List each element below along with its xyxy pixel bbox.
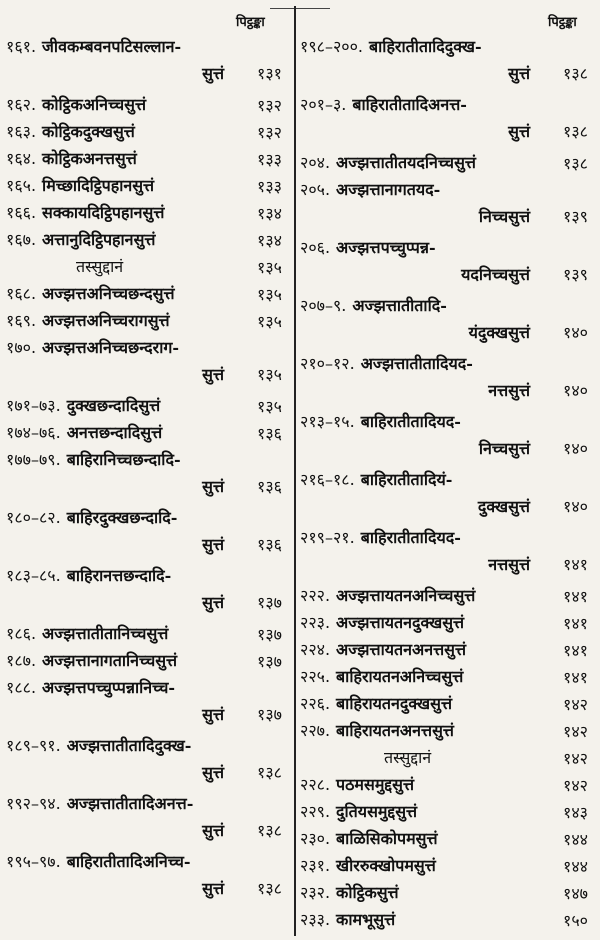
entry-title: कोट्ठिकअनिच्चसुत्तं xyxy=(42,95,147,114)
toc-entry-line xyxy=(6,673,288,701)
toc-entry xyxy=(6,333,288,389)
entry-title-continuation: सुत्तं xyxy=(202,365,224,384)
entry-number: २२९. xyxy=(300,802,331,821)
entry-page-number: १३५ xyxy=(257,258,282,277)
entry-title-continuation: सुत्तं xyxy=(508,64,530,83)
entry-number: १७७–७९. xyxy=(6,450,61,469)
entry-title: बाहिरातीतादिअनिच्च- xyxy=(66,852,191,871)
entry-title: अज्झत्तातीतानिच्चसुत्तं xyxy=(42,624,169,643)
toc-entry-line xyxy=(6,391,288,419)
toc-entry xyxy=(300,743,594,773)
entry-title: पठमसमुद्दसुत्तं xyxy=(336,775,414,794)
entry-page-number: १४४ xyxy=(563,857,588,876)
entry-page-number: १४७ xyxy=(563,884,588,903)
entry-title: अज्झत्तायतनदुक्खसुत्तं xyxy=(336,613,465,632)
entry-page-number: १४२ xyxy=(563,749,588,768)
entry-page-number: १३७ xyxy=(257,593,282,612)
entry-page-number: १३८ xyxy=(257,821,282,840)
toc-entry xyxy=(300,851,594,881)
entry-title: कोट्ठिकदुक्खसुत्तं xyxy=(42,122,135,141)
toc-entry xyxy=(6,646,288,676)
entry-number: २३३. xyxy=(300,910,331,929)
entry-title-continuation: सुत्तं xyxy=(202,705,224,724)
entry-page-number: १३८ xyxy=(563,122,588,141)
entry-title: बाहिरायतनदुक्खसुत्तं xyxy=(336,694,453,713)
entry-page-number: १३६ xyxy=(257,424,282,443)
toc-entry xyxy=(6,198,288,228)
toc-entry-line xyxy=(300,824,594,852)
entry-page-number: १३७ xyxy=(257,625,282,644)
toc-entry xyxy=(6,619,288,649)
entry-title-continuation: निच्चसुत्तं xyxy=(478,207,530,226)
entry-number: २०१–३. xyxy=(300,95,347,114)
entry-number: १७१–७३. xyxy=(6,396,61,415)
entry-page-number: १४१ xyxy=(563,614,588,633)
entry-page-number: १३७ xyxy=(257,652,282,671)
entry-page-number: १३५ xyxy=(257,312,282,331)
toc-entry-line xyxy=(6,789,288,817)
toc-entry xyxy=(300,635,594,665)
entry-number: २२२. xyxy=(300,586,331,605)
toc-entry-line xyxy=(6,144,288,172)
toc-entry-line xyxy=(6,731,288,759)
entry-number: १७४–७६. xyxy=(6,423,61,442)
entry-number: २१६–१८. xyxy=(300,470,355,489)
toc-entry-line xyxy=(300,716,594,744)
toc-entry xyxy=(6,225,288,255)
toc-entry-line xyxy=(300,797,594,825)
toc-entry-line xyxy=(6,503,288,531)
toc-entry xyxy=(6,171,288,201)
entry-number: १६१. xyxy=(6,37,37,56)
entry-number: २१३–१५. xyxy=(300,412,355,431)
toc-entry xyxy=(300,716,594,746)
entry-title: बाहिरातीतादियद- xyxy=(360,528,461,547)
toc-entry xyxy=(6,673,288,729)
toc-entry xyxy=(300,32,594,88)
entry-page-number: १३३ xyxy=(257,150,282,169)
toc-entry xyxy=(6,561,288,617)
entry-title: कामभूसुत्तं xyxy=(336,910,396,929)
entry-page-number: १३८ xyxy=(563,64,588,83)
toc-entry-line xyxy=(300,291,594,319)
entry-title-continuation: सुत्तं xyxy=(202,879,224,898)
entry-page-number: १३८ xyxy=(257,879,282,898)
entry-title: अज्झत्तातीतादिदुक्ख- xyxy=(66,736,192,755)
toc-entry xyxy=(300,581,594,611)
entry-title-continuation: सुत्तं xyxy=(202,593,224,612)
toc-entry xyxy=(6,445,288,501)
entry-title: अज्झत्तपच्चुप्पन्नानिच्च- xyxy=(42,678,175,697)
toc-entry-line xyxy=(6,279,288,307)
entry-title: अज्झत्तातीतादिअनत्त- xyxy=(66,794,194,813)
entry-number: १७०. xyxy=(6,338,37,357)
toc-entry-line xyxy=(6,252,288,280)
toc-entry xyxy=(300,175,594,231)
entry-page-number: १३८ xyxy=(563,154,588,173)
entry-number: २०५. xyxy=(300,180,331,199)
entry-page-number: १३५ xyxy=(257,285,282,304)
toc-entry-line xyxy=(6,225,288,253)
entry-number: २१९–२१. xyxy=(300,528,355,547)
entry-number: १८६. xyxy=(6,624,37,643)
entry-page-number: १५० xyxy=(563,911,588,930)
entry-number: २३१. xyxy=(300,856,331,875)
toc-entry-line xyxy=(300,743,594,771)
entry-title-continuation: नत्तसुत्तं xyxy=(488,555,530,574)
entry-page-number: १४० xyxy=(563,323,588,342)
entry-title-continuation: सुत्तं xyxy=(508,122,530,141)
entry-page-number: १४० xyxy=(563,439,588,458)
entry-number: १८८. xyxy=(6,678,37,697)
toc-entry xyxy=(6,90,288,120)
entry-title-continuation: दुक्खसुत्तं xyxy=(477,497,530,516)
toc-entry xyxy=(6,117,288,147)
entry-number: १६७. xyxy=(6,230,37,249)
entry-page-number: १३९ xyxy=(563,207,588,226)
toc-entry-line xyxy=(300,407,594,435)
entry-title: कोट्ठिकअनत्तसुत्तं xyxy=(42,149,137,168)
entry-number: १६२. xyxy=(6,95,37,114)
toc-entry xyxy=(6,418,288,448)
toc-entry xyxy=(300,878,594,908)
entry-number: १९५–९७. xyxy=(6,852,61,871)
entry-number: २२५. xyxy=(300,667,331,686)
toc-entry-line xyxy=(300,148,594,176)
entry-number: १६६. xyxy=(6,203,37,222)
toc-entry-line xyxy=(300,175,594,203)
toc-entry xyxy=(6,503,288,559)
toc-entry-line xyxy=(300,233,594,261)
entry-title: बाहिरातीतादिदुक्ख- xyxy=(369,37,482,56)
toc-entry-line xyxy=(300,465,594,493)
top-rule xyxy=(270,0,330,9)
entry-title: दुतियसमुद्दसुत्तं xyxy=(336,802,418,821)
toc-entry xyxy=(300,770,594,800)
entry-title: अज्झत्तअनिच्चछन्दसुत्तं xyxy=(42,284,175,303)
entry-title: अज्झत्तपच्चुप्पन्न- xyxy=(336,238,436,257)
toc-entry-line xyxy=(6,198,288,226)
entry-title: बाहिरातीतादियद- xyxy=(360,412,461,431)
toc-entry-line xyxy=(6,619,288,647)
toc-entry xyxy=(6,789,288,845)
entry-number: १६८. xyxy=(6,284,37,303)
entry-page-number: १४० xyxy=(563,497,588,516)
entry-title-continuation: सुत्तं xyxy=(202,477,224,496)
toc-entry xyxy=(6,847,288,903)
toc-entry-line xyxy=(6,333,288,361)
entry-page-number: १४१ xyxy=(563,587,588,606)
entry-page-number: १३५ xyxy=(257,397,282,416)
entry-number: १९८–२००. xyxy=(300,37,364,56)
entry-title: बाहिरदुक्खछन्दादि- xyxy=(66,508,178,527)
entry-number: २२७. xyxy=(300,721,331,740)
entry-title: मिच्छादिट्ठिपहानसुत्तं xyxy=(42,176,155,195)
entry-title: अज्झत्तातीतादि- xyxy=(352,296,447,315)
toc-entry-line xyxy=(300,523,594,551)
entry-title-continuation: सुत्तं xyxy=(202,821,224,840)
entry-number: १६४. xyxy=(6,149,37,168)
toc-entry-line xyxy=(300,608,594,636)
entry-page-number: १३९ xyxy=(563,265,588,284)
entry-page-number: १३७ xyxy=(257,705,282,724)
toc-entry xyxy=(300,905,594,935)
entry-page-number: १४२ xyxy=(563,695,588,714)
entry-title: अत्तानुदिट्ठिपहानसुत्तं xyxy=(42,230,156,249)
entry-page-number: १४२ xyxy=(563,722,588,741)
toc-entry xyxy=(300,349,594,405)
toc-entry-line xyxy=(300,581,594,609)
toc-entry xyxy=(300,608,594,638)
entry-title-continuation: सुत्तं xyxy=(202,763,224,782)
entry-number: २२४. xyxy=(300,640,331,659)
entry-page-number: १४२ xyxy=(563,776,588,795)
entry-page-number: १३४ xyxy=(257,204,282,223)
entry-page-number: १३२ xyxy=(257,123,282,142)
toc-entry-line xyxy=(6,90,288,118)
entry-title: बाहिरायतनअनिच्चसुत्तं xyxy=(336,667,464,686)
entry-page-number: १३८ xyxy=(257,763,282,782)
toc-entry xyxy=(300,407,594,463)
entry-title: तस्सुद्दानं xyxy=(76,257,124,276)
entry-number: २०७–९. xyxy=(300,296,347,315)
toc-entry xyxy=(6,279,288,309)
entry-title-continuation: निच्चसुत्तं xyxy=(478,439,530,458)
toc-entry xyxy=(6,391,288,421)
entry-title: अज्झत्तानागतयद- xyxy=(336,180,441,199)
entry-title: अज्झत्तअनिच्चछन्दराग- xyxy=(42,338,180,357)
toc-entry xyxy=(300,465,594,521)
entry-page-number: १४० xyxy=(563,381,588,400)
toc-entry xyxy=(300,90,594,146)
toc-entry-line xyxy=(6,171,288,199)
entry-title: बाहिरानिच्चछन्दादि- xyxy=(66,450,181,469)
toc-entry-line xyxy=(6,445,288,473)
toc-entry-line xyxy=(300,32,594,60)
toc-entry xyxy=(300,824,594,854)
toc-entry-line xyxy=(300,662,594,690)
entry-page-number: १३५ xyxy=(257,365,282,384)
toc-entry-line xyxy=(6,306,288,334)
entry-number: १६५. xyxy=(6,176,37,195)
toc-entry xyxy=(300,797,594,827)
entry-page-number: १३१ xyxy=(257,64,282,83)
toc-entry-line xyxy=(300,878,594,906)
toc-entry-line xyxy=(300,635,594,663)
entry-title-continuation: नत्तसुत्तं xyxy=(488,381,530,400)
entry-number: २२६. xyxy=(300,694,331,713)
entry-title: बाहिरानत्तछन्दादि- xyxy=(66,566,172,585)
toc-entry xyxy=(300,523,594,579)
entry-title: अज्झत्तातीतयदनिच्चसुत्तं xyxy=(336,153,476,172)
toc-entry xyxy=(6,252,288,282)
entry-title: कोट्ठिकसुत्तं xyxy=(336,883,399,902)
entry-title: खीररुक्खोपमसुत्तं xyxy=(336,856,436,875)
entry-page-number: १४१ xyxy=(563,641,588,660)
entry-number: १८०–८२. xyxy=(6,508,61,527)
entry-title: जीवकम्बवनपटिसल्लान- xyxy=(42,37,182,56)
entry-title: अज्झत्तअनिच्चरागसुत्तं xyxy=(42,311,170,330)
entry-title: अज्झत्तातीतादियद- xyxy=(360,354,473,373)
column-divider xyxy=(294,6,296,936)
entry-title: बाहिरायतनअनत्तसुत्तं xyxy=(336,721,454,740)
entry-title: बाहिरातीतादिअनत्त- xyxy=(352,95,467,114)
toc-entry xyxy=(300,291,594,347)
toc-entry-line xyxy=(6,646,288,674)
entry-title: सक्कायदिट्ठिपहानसुत्तं xyxy=(42,203,165,222)
entry-page-number: १४३ xyxy=(563,803,588,822)
right-page-header: पिट्ठङ्का xyxy=(548,15,577,30)
toc-entry-line xyxy=(300,689,594,717)
entry-title: अज्झत्तायतनअनत्तसुत्तं xyxy=(336,640,467,659)
entry-page-number: १३६ xyxy=(257,477,282,496)
entry-number: १८७. xyxy=(6,651,37,670)
entry-title: अज्झत्तायतनअनिच्चसुत्तं xyxy=(336,586,476,605)
toc-entry xyxy=(6,306,288,336)
entry-title: अनत्तछन्दादिसुत्तं xyxy=(66,423,163,442)
entry-number: २०४. xyxy=(300,153,331,172)
entry-number: १६९. xyxy=(6,311,37,330)
toc-entry xyxy=(6,731,288,787)
toc-entry xyxy=(6,32,288,88)
entry-title: बाहिरातीतादियं- xyxy=(360,470,453,489)
entry-number: १८३–८५. xyxy=(6,566,61,585)
entry-title-continuation: सुत्तं xyxy=(202,535,224,554)
entry-number: २०६. xyxy=(300,238,331,257)
entry-page-number: १३२ xyxy=(257,96,282,115)
entry-title-continuation: सुत्तं xyxy=(202,64,224,83)
entry-number: २२८. xyxy=(300,775,331,794)
entry-number: १६३. xyxy=(6,122,37,141)
toc-entry-line xyxy=(6,117,288,145)
entry-number: २२३. xyxy=(300,613,331,632)
entry-number: २३०. xyxy=(300,829,331,848)
toc-entry xyxy=(300,689,594,719)
toc-entry xyxy=(300,233,594,289)
entry-title-continuation: यंदुक्खसुत्तं xyxy=(468,323,530,342)
toc-entry-line xyxy=(6,418,288,446)
entry-page-number: १४१ xyxy=(563,555,588,574)
toc-entry-line xyxy=(300,770,594,798)
entry-page-number: १३४ xyxy=(257,231,282,250)
toc-entry xyxy=(300,662,594,692)
entry-page-number: १३३ xyxy=(257,177,282,196)
entry-page-number: १३६ xyxy=(257,535,282,554)
left-page-header: पिट्ठङ्का xyxy=(236,15,265,30)
entry-title: दुक्खछन्दादिसुत्तं xyxy=(66,396,161,415)
toc-entry-line xyxy=(300,90,594,118)
toc-entry-line xyxy=(6,847,288,875)
toc-entry-line xyxy=(300,349,594,377)
entry-page-number: १४४ xyxy=(563,830,588,849)
entry-title-continuation: यदनिच्चसुत्तं xyxy=(461,265,530,284)
entry-title: अज्झत्तानागतानिच्चसुत्तं xyxy=(42,651,178,670)
toc-entry xyxy=(300,148,594,178)
entry-page-number: १४१ xyxy=(563,668,588,687)
toc-entry-line xyxy=(300,851,594,879)
toc-entry-line xyxy=(6,561,288,589)
entry-number: १९२–९४. xyxy=(6,794,61,813)
toc-entry xyxy=(6,144,288,174)
entry-number: १८९–९१. xyxy=(6,736,61,755)
toc-entry-line xyxy=(300,905,594,933)
entry-number: २१०–१२. xyxy=(300,354,355,373)
entry-title: तस्सुद्दानं xyxy=(384,748,432,767)
entry-number: २३२. xyxy=(300,883,331,902)
entry-title: बाळिसिकोपमसुत्तं xyxy=(336,829,438,848)
toc-entry-line xyxy=(6,32,288,60)
